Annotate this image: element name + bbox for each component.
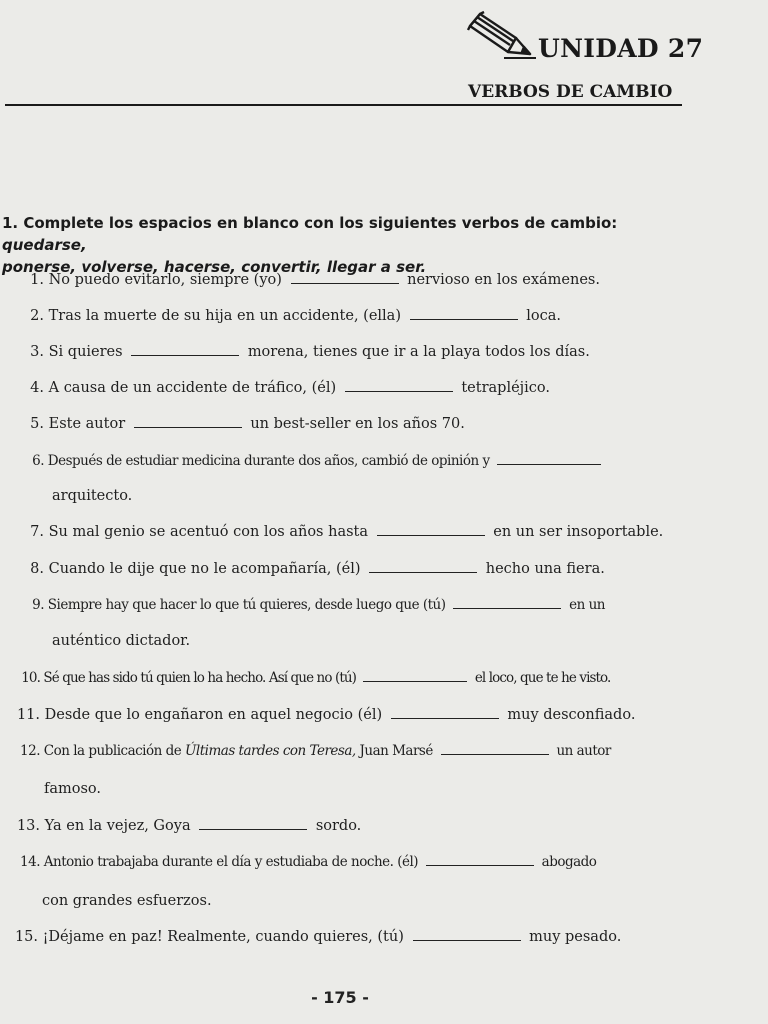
list-item — [28, 416, 465, 432]
item-text-before: Después de estudiar medicina durante dos años, cambió de opinión y — [47, 453, 490, 469]
item-continuation: con grandes esfuerzos. — [42, 893, 212, 909]
list-item — [28, 380, 550, 396]
item-text-after: un best-seller en los años 70. — [250, 416, 465, 432]
list-item — [16, 854, 596, 870]
answer-blank[interactable] — [377, 534, 485, 536]
list-item — [16, 707, 635, 723]
item-text-after: el loco, que te he visto. — [474, 670, 611, 686]
item-text-before: Tras la muerte de su hija en un accidente, (ella) — [48, 308, 401, 324]
list-item — [28, 597, 605, 613]
unit-subtitle: VERBOS DE CAMBIO — [468, 82, 673, 102]
item-text-after: muy pesado. — [529, 929, 622, 945]
item-text-before: Este autor — [48, 416, 126, 432]
list-item — [14, 929, 621, 945]
answer-blank[interactable] — [426, 864, 534, 866]
item-number: 4. — [30, 380, 44, 396]
item-text-after: nervioso en los exámenes. — [407, 272, 600, 288]
item-text-before: Si quieres — [48, 344, 123, 360]
item-text-before: Siempre hay que hacer lo que tú quieres, desde luego que (tú) — [47, 597, 446, 613]
item-text-before: Desde que lo engañaron en aquel negocio (él) — [44, 707, 383, 723]
pencil-icon — [464, 8, 536, 60]
item-text-after: hecho una fiera. — [485, 561, 605, 577]
item-continuation: arquitecto. — [52, 488, 133, 504]
list-item — [28, 453, 605, 469]
item-number: 13. — [16, 818, 40, 834]
answer-blank[interactable] — [497, 463, 601, 465]
item-number: 7. — [30, 524, 44, 540]
item-text-after: muy desconfiado. — [507, 707, 636, 723]
answer-blank[interactable] — [345, 390, 453, 392]
item-text-before: Su mal genio se acentuó con los años hasta — [48, 524, 369, 540]
item-text-before: Sé que has sido tú quien lo ha hecho. Así que no (tú) — [43, 670, 357, 686]
item-number: 6. — [32, 453, 44, 469]
list-item — [28, 561, 605, 577]
list-item — [16, 818, 361, 834]
item-number: 2. — [30, 308, 44, 324]
instructions-verbs-2: ponerse, volverse, hacerse, convertir, llegar a ser. — [2, 258, 427, 276]
page-header — [0, 0, 768, 120]
item-text-after: abogado — [541, 854, 597, 870]
item-text-before: No puedo evitarlo, siempre (yo) — [48, 272, 282, 288]
item-text-before: ¡Déjame en paz! Realmente, cuando quieres, (tú) — [42, 929, 404, 945]
answer-blank[interactable] — [131, 354, 239, 356]
item-text-before: Con la publicación de — [43, 743, 186, 759]
list-item — [16, 670, 610, 686]
item-text-after: en un ser insoportable. — [493, 524, 664, 540]
item-number: 10. — [21, 670, 40, 686]
answer-blank[interactable] — [291, 282, 399, 284]
list-item — [16, 743, 611, 759]
item-number: 12. — [20, 743, 40, 759]
book-title: Últimas tardes con Teresa, — [185, 743, 356, 759]
answer-blank[interactable] — [410, 318, 518, 320]
item-continuation: auténtico dictador. — [52, 633, 191, 649]
item-text-before: Cuando le dije que no le acompañaría, (él) — [48, 561, 361, 577]
list-item — [28, 524, 663, 540]
item-text-after: sordo. — [315, 818, 362, 834]
answer-blank[interactable] — [134, 426, 242, 428]
item-number: 3. — [30, 344, 44, 360]
answer-blank[interactable] — [363, 680, 467, 682]
item-number: 14. — [20, 854, 40, 870]
list-item — [28, 344, 590, 360]
item-number: 15. — [14, 929, 38, 945]
item-number: 8. — [30, 561, 44, 577]
item-text-after: loca. — [526, 308, 561, 324]
answer-blank[interactable] — [441, 753, 549, 755]
item-number: 5. — [30, 416, 44, 432]
item-continuation: famoso. — [44, 781, 102, 797]
answer-blank[interactable] — [369, 571, 477, 573]
answer-blank[interactable] — [453, 607, 561, 609]
unit-title: UNIDAD 27 — [538, 34, 704, 63]
item-text-after: un autor — [556, 743, 611, 759]
item-text-before-rest: Juan Marsé — [355, 743, 433, 759]
header-divider — [5, 104, 682, 106]
item-number: 9. — [32, 597, 44, 613]
item-text-before: Antonio trabajaba durante el día y estudiaba de noche. (él) — [43, 854, 419, 870]
item-text-after: tetrapléjico. — [461, 380, 551, 396]
answer-blank[interactable] — [413, 939, 521, 941]
answer-blank[interactable] — [391, 717, 499, 719]
list-item — [28, 308, 561, 324]
instructions-lead: 1. Complete los espacios en blanco con los siguientes verbos de cambio: — [2, 214, 618, 232]
item-text-after: morena, tienes que ir a la playa todos los días. — [247, 344, 590, 360]
answer-blank[interactable] — [199, 828, 307, 830]
instructions-verbs-1: quedarse, — [2, 236, 87, 254]
item-text-after: en un — [569, 597, 605, 613]
page-number: - 175 - — [311, 988, 369, 1007]
item-number: 11. — [16, 707, 40, 723]
exercise-instructions — [2, 212, 692, 278]
item-number: 1. — [30, 272, 44, 288]
item-text-before: Ya en la vejez, Goya — [44, 818, 191, 834]
list-item — [28, 272, 600, 288]
item-text-before: A causa de un accidente de tráfico, (él) — [48, 380, 337, 396]
